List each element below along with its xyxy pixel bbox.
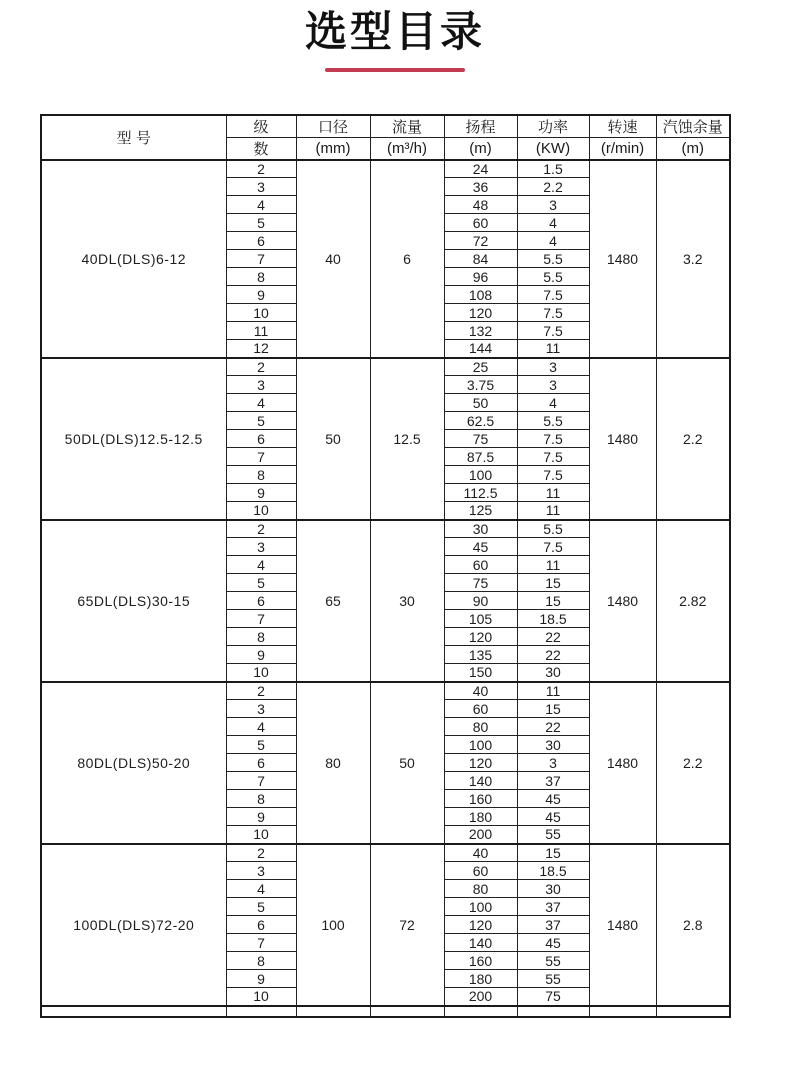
header-model: 型 号 (41, 115, 226, 160)
power-cell: 45 (517, 934, 589, 952)
head-cell: 40 (444, 682, 517, 700)
power-cell: 55 (517, 826, 589, 844)
diameter-cell: 40 (296, 160, 370, 358)
head-cell: 125 (444, 502, 517, 520)
head-cell: 180 (444, 808, 517, 826)
power-cell: 22 (517, 718, 589, 736)
power-cell: 2.2 (517, 178, 589, 196)
catalog-table (40, 114, 731, 1018)
stage-cell: 8 (226, 790, 296, 808)
power-cell: 3 (517, 754, 589, 772)
flow-cell: 6 (370, 160, 444, 358)
head-cell: 144 (444, 340, 517, 358)
stage-cell: 10 (226, 304, 296, 322)
head-cell: 160 (444, 790, 517, 808)
head-cell: 60 (444, 214, 517, 232)
stage-cell: 3 (226, 700, 296, 718)
stage-cell: 4 (226, 394, 296, 412)
table-row (41, 682, 730, 700)
header-diameter-line1: 口径 (296, 115, 370, 138)
stage-cell: 5 (226, 214, 296, 232)
empty-cell (370, 1006, 444, 1017)
header-power-line2: (KW) (517, 137, 589, 160)
stage-cell: 9 (226, 646, 296, 664)
stage-cell: 7 (226, 250, 296, 268)
stage-cell: 5 (226, 736, 296, 754)
stage-cell: 7 (226, 610, 296, 628)
power-cell: 7.5 (517, 448, 589, 466)
header-npsh-line1: 汽蚀余量 (656, 115, 730, 138)
head-cell: 90 (444, 592, 517, 610)
table-row (41, 844, 730, 862)
empty-cell (517, 1006, 589, 1017)
header-flow-line2: (m³/h) (370, 137, 444, 160)
head-cell: 96 (444, 268, 517, 286)
power-cell: 11 (517, 556, 589, 574)
power-cell: 5.5 (517, 250, 589, 268)
power-cell: 7.5 (517, 538, 589, 556)
stage-cell: 9 (226, 808, 296, 826)
head-cell: 30 (444, 520, 517, 538)
power-cell: 11 (517, 484, 589, 502)
head-cell: 24 (444, 160, 517, 178)
head-cell: 140 (444, 772, 517, 790)
head-cell: 87.5 (444, 448, 517, 466)
head-cell: 60 (444, 556, 517, 574)
power-cell: 15 (517, 574, 589, 592)
power-cell: 18.5 (517, 610, 589, 628)
stage-cell: 12 (226, 340, 296, 358)
power-cell: 7.5 (517, 286, 589, 304)
power-cell: 45 (517, 790, 589, 808)
header-power-line1: 功率 (517, 115, 589, 138)
head-cell: 75 (444, 574, 517, 592)
table-row (41, 520, 730, 538)
stage-cell: 10 (226, 988, 296, 1006)
power-cell: 15 (517, 592, 589, 610)
title-underline (325, 68, 465, 72)
header-head-line1: 扬程 (444, 115, 517, 138)
power-cell: 4 (517, 394, 589, 412)
page-title: 选型目录 (304, 8, 485, 55)
head-cell: 140 (444, 934, 517, 952)
power-cell: 15 (517, 844, 589, 862)
head-cell: 60 (444, 862, 517, 880)
power-cell: 15 (517, 700, 589, 718)
stage-cell: 7 (226, 772, 296, 790)
stage-cell: 3 (226, 178, 296, 196)
model-cell: 80DL(DLS)50-20 (41, 682, 226, 844)
speed-cell: 1480 (589, 160, 656, 358)
power-cell: 3 (517, 196, 589, 214)
model-cell: 40DL(DLS)6-12 (41, 160, 226, 358)
empty-cell (444, 1006, 517, 1017)
power-cell: 22 (517, 646, 589, 664)
power-cell: 11 (517, 340, 589, 358)
power-cell: 11 (517, 682, 589, 700)
power-cell: 11 (517, 502, 589, 520)
stage-cell: 9 (226, 970, 296, 988)
power-cell: 5.5 (517, 520, 589, 538)
head-cell: 160 (444, 952, 517, 970)
stage-cell: 7 (226, 934, 296, 952)
head-cell: 120 (444, 628, 517, 646)
power-cell: 7.5 (517, 430, 589, 448)
power-cell: 45 (517, 808, 589, 826)
stage-cell: 8 (226, 628, 296, 646)
power-cell: 30 (517, 736, 589, 754)
power-cell: 22 (517, 628, 589, 646)
stage-cell: 10 (226, 664, 296, 682)
stage-cell: 5 (226, 574, 296, 592)
stage-cell: 2 (226, 520, 296, 538)
head-cell: 120 (444, 304, 517, 322)
empty-cell (41, 1006, 226, 1017)
stage-cell: 4 (226, 196, 296, 214)
stage-cell: 4 (226, 718, 296, 736)
stage-cell: 2 (226, 358, 296, 376)
header-speed-line2: (r/min) (589, 137, 656, 160)
diameter-cell: 100 (296, 844, 370, 1006)
stage-cell: 6 (226, 592, 296, 610)
table-row-partial (41, 1006, 730, 1017)
flow-cell: 12.5 (370, 358, 444, 520)
header-speed-line1: 转速 (589, 115, 656, 138)
stage-cell: 6 (226, 916, 296, 934)
npsh-cell: 2.2 (656, 358, 730, 520)
stage-cell: 4 (226, 880, 296, 898)
header-flow-line1: 流量 (370, 115, 444, 138)
head-cell: 112.5 (444, 484, 517, 502)
header-npsh-line2: (m) (656, 137, 730, 160)
power-cell: 18.5 (517, 862, 589, 880)
head-cell: 75 (444, 430, 517, 448)
flow-cell: 72 (370, 844, 444, 1006)
empty-cell (296, 1006, 370, 1017)
head-cell: 48 (444, 196, 517, 214)
diameter-cell: 80 (296, 682, 370, 844)
head-cell: 180 (444, 970, 517, 988)
power-cell: 4 (517, 214, 589, 232)
speed-cell: 1480 (589, 520, 656, 682)
speed-cell: 1480 (589, 844, 656, 1006)
flow-cell: 50 (370, 682, 444, 844)
head-cell: 80 (444, 718, 517, 736)
power-cell: 55 (517, 952, 589, 970)
stage-cell: 5 (226, 898, 296, 916)
diameter-cell: 65 (296, 520, 370, 682)
model-cell: 65DL(DLS)30-15 (41, 520, 226, 682)
npsh-cell: 2.2 (656, 682, 730, 844)
head-cell: 100 (444, 736, 517, 754)
head-cell: 100 (444, 898, 517, 916)
header-diameter-line2: (mm) (296, 137, 370, 160)
stage-cell: 4 (226, 556, 296, 574)
head-cell: 132 (444, 322, 517, 340)
power-cell: 37 (517, 916, 589, 934)
title-block (0, 0, 790, 72)
stage-cell: 3 (226, 862, 296, 880)
power-cell: 37 (517, 772, 589, 790)
head-cell: 200 (444, 826, 517, 844)
power-cell: 7.5 (517, 466, 589, 484)
head-cell: 36 (444, 178, 517, 196)
empty-cell (226, 1006, 296, 1017)
stage-cell: 9 (226, 484, 296, 502)
stage-cell: 6 (226, 232, 296, 250)
head-cell: 108 (444, 286, 517, 304)
power-cell: 5.5 (517, 412, 589, 430)
power-cell: 7.5 (517, 322, 589, 340)
stage-cell: 7 (226, 448, 296, 466)
power-cell: 3 (517, 376, 589, 394)
stage-cell: 9 (226, 286, 296, 304)
npsh-cell: 3.2 (656, 160, 730, 358)
head-cell: 105 (444, 610, 517, 628)
head-cell: 72 (444, 232, 517, 250)
speed-cell: 1480 (589, 358, 656, 520)
catalog-table-body (41, 160, 730, 1017)
speed-cell: 1480 (589, 682, 656, 844)
stage-cell: 5 (226, 412, 296, 430)
head-cell: 84 (444, 250, 517, 268)
empty-cell (589, 1006, 656, 1017)
power-cell: 3 (517, 358, 589, 376)
diameter-cell: 50 (296, 358, 370, 520)
stage-cell: 8 (226, 952, 296, 970)
power-cell: 37 (517, 898, 589, 916)
head-cell: 120 (444, 754, 517, 772)
stage-cell: 10 (226, 826, 296, 844)
empty-cell (656, 1006, 730, 1017)
head-cell: 60 (444, 700, 517, 718)
stage-cell: 10 (226, 502, 296, 520)
stage-cell: 8 (226, 268, 296, 286)
power-cell: 75 (517, 988, 589, 1006)
header-head-line2: (m) (444, 137, 517, 160)
power-cell: 30 (517, 664, 589, 682)
stage-cell: 2 (226, 844, 296, 862)
stage-cell: 8 (226, 466, 296, 484)
power-cell: 30 (517, 880, 589, 898)
head-cell: 80 (444, 880, 517, 898)
model-cell: 50DL(DLS)12.5-12.5 (41, 358, 226, 520)
npsh-cell: 2.8 (656, 844, 730, 1006)
head-cell: 135 (444, 646, 517, 664)
power-cell: 1.5 (517, 160, 589, 178)
stage-cell: 2 (226, 160, 296, 178)
header-stages-line2: 数 (226, 137, 296, 160)
table-row (41, 160, 730, 178)
stage-cell: 6 (226, 754, 296, 772)
power-cell: 7.5 (517, 304, 589, 322)
head-cell: 3.75 (444, 376, 517, 394)
head-cell: 50 (444, 394, 517, 412)
power-cell: 5.5 (517, 268, 589, 286)
head-cell: 45 (444, 538, 517, 556)
npsh-cell: 2.82 (656, 520, 730, 682)
stage-cell: 11 (226, 322, 296, 340)
power-cell: 55 (517, 970, 589, 988)
head-cell: 100 (444, 466, 517, 484)
stage-cell: 3 (226, 538, 296, 556)
head-cell: 62.5 (444, 412, 517, 430)
model-cell: 100DL(DLS)72-20 (41, 844, 226, 1006)
head-cell: 200 (444, 988, 517, 1006)
stage-cell: 2 (226, 682, 296, 700)
stage-cell: 6 (226, 430, 296, 448)
header-stages-line1: 级 (226, 115, 296, 138)
stage-cell: 3 (226, 376, 296, 394)
power-cell: 4 (517, 232, 589, 250)
flow-cell: 30 (370, 520, 444, 682)
head-cell: 25 (444, 358, 517, 376)
head-cell: 40 (444, 844, 517, 862)
head-cell: 120 (444, 916, 517, 934)
table-row (41, 358, 730, 376)
head-cell: 150 (444, 664, 517, 682)
